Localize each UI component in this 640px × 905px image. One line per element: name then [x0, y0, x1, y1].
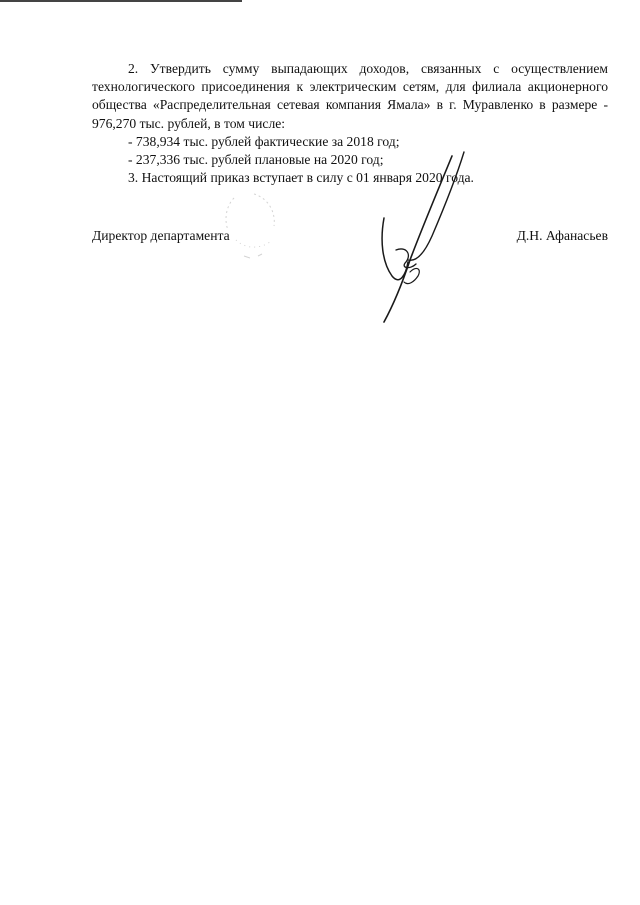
- signature-block: [92, 227, 608, 247]
- stamp-mark: [214, 186, 284, 266]
- header-rule: [0, 0, 242, 2]
- signatory-position: Директор департамента: [92, 228, 230, 243]
- document-body: [92, 60, 608, 187]
- list-item-2018: - 738,934 тыс. рублей фактические за 2018 год;: [128, 133, 400, 149]
- list-item-2020: - 237,336 тыс. рублей плановые на 2020 год;: [128, 152, 384, 168]
- handwritten-signature: [370, 150, 480, 325]
- paragraph-3: 3. Настоящий приказ вступает в силу с 01 января 2020 года.: [128, 170, 474, 186]
- paragraph-2: 2. Утвердить сумму выпадающих доходов, связанных с осуществлением технологического присоединения к электрическим сетям, для филиала акционерного общества «Распределительная сетевая компания Ямала» в г. Муравленко в размере - 976,270 тыс. рублей, в том числе:: [92, 61, 608, 131]
- signatory-name: Д.Н. Афанасьев: [516, 228, 608, 243]
